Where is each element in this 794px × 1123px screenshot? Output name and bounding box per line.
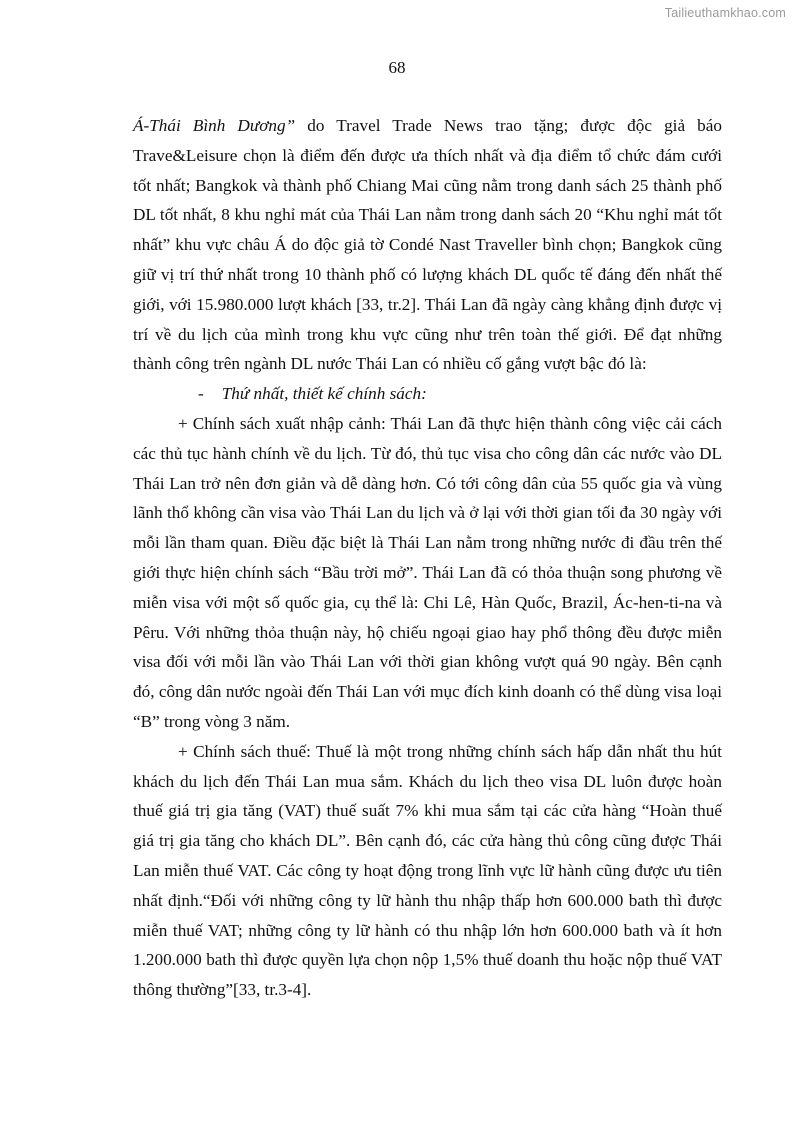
page-number: 68: [388, 58, 406, 77]
paragraph-2: + Chính sách xuất nhập cảnh: Thái Lan đã thực hiện thành công việc cải cách các thủ tục hành chính về du lịch. Từ đó, thủ tục visa cho công dân các nước vào DL Thái Lan trở nên đơn giản và dễ dàng hơn. Có tới công dân của 55 quốc gia và vùng lãnh thổ không cần visa vào Thái Lan du lịch và ở lại với thời gian tối đa 30 ngày với mỗi lần tham quan. Điều đặc biệt là Thái Lan nằm trong những nước đi đầu trên thế giới thực hiện chính sách “Bầu trời mở”. Thái Lan đã có thỏa thuận song phương về miễn visa với một số quốc gia, cụ thể là: Chi Lê, Hàn Quốc, Brazil, Ác-hen-ti-na và Pêru. Với những thỏa thuận này, hộ chiếu ngoại giao hay phổ thông đều được miễn visa đối với mỗi lần vào Thái Lan với thời gian không vượt quá 90 ngày. Bên cạnh đó, công dân nước ngoài đến Thái Lan với mục đích kinh doanh có thể dùng visa loại “B” trong vòng 3 năm.: [133, 413, 722, 731]
bullet-heading: [133, 379, 722, 409]
paragraph-1: [133, 111, 722, 379]
watermark: Tailieuthamkhao.com: [664, 6, 786, 20]
document-body: [133, 111, 722, 1005]
paragraph-3: + Chính sách thuế: Thuế là một trong những chính sách hấp dẫn nhất thu hút khách du lịch đến Thái Lan mua sắm. Khách du lịch theo visa DL luôn được hoàn thuế giá trị gia tăng (VAT) thuế suất 7% khi mua sắm tại các cửa hàng “Hoàn thuế giá trị gia tăng cho khách DL”. Bên cạnh đó, các cửa hàng thủ công cũng được Thái Lan miễn thuế VAT. Các công ty hoạt động trong lĩnh vực lữ hành cũng được ưu tiên nhất định.“Đối với những công ty lữ hành thu nhập thấp hơn 600.000 bath thì được miễn thuế VAT; những công ty lữ hành có thu nhập lớn hơn 600.000 bath và ít hơn 1.200.000 bath thì được quyền lựa chọn nộp 1,5% thuế doanh thu hoặc nộp thuế VAT thông thường”[33, tr.3-4].: [133, 741, 722, 1000]
bullet-dash: -: [198, 384, 204, 404]
paragraph-1-text: do Travel Trade News trao tặng; được độc giả báo Trave&Leisure chọn là điểm đến được ưa thích nhất và địa điểm tổ chức đám cưới tốt nhất; Bangkok và thành phố Chiang Mai cũng nằm trong danh sách 25 thành phố DL tốt nhất, 8 khu nghỉ mát của Thái Lan nằm trong danh sách 20 “Khu nghỉ mát tốt nhất” khu vực châu Á do độc giả tờ Condé Nast Traveller bình chọn; Bangkok cũng giữ vị trí thứ nhất trong 10 thành phố có lượng khách DL quốc tế đáng đến nhất thế giới, với 15.980.000 lượt khách [33, tr.2]. Thái Lan đã ngày càng khẳng định được vị trí về du lịch của mình trong khu vực cũng như trên toàn thế giới. Để đạt những thành công trên ngành DL nước Thái Lan có nhiều cố gắng vượt bậc đó là:: [133, 116, 722, 374]
bullet-heading-text: Thứ nhất, thiết kế chính sách:: [221, 384, 427, 404]
paragraph-1-italic-lead: Á-Thái Bình Dương”: [133, 116, 296, 135]
